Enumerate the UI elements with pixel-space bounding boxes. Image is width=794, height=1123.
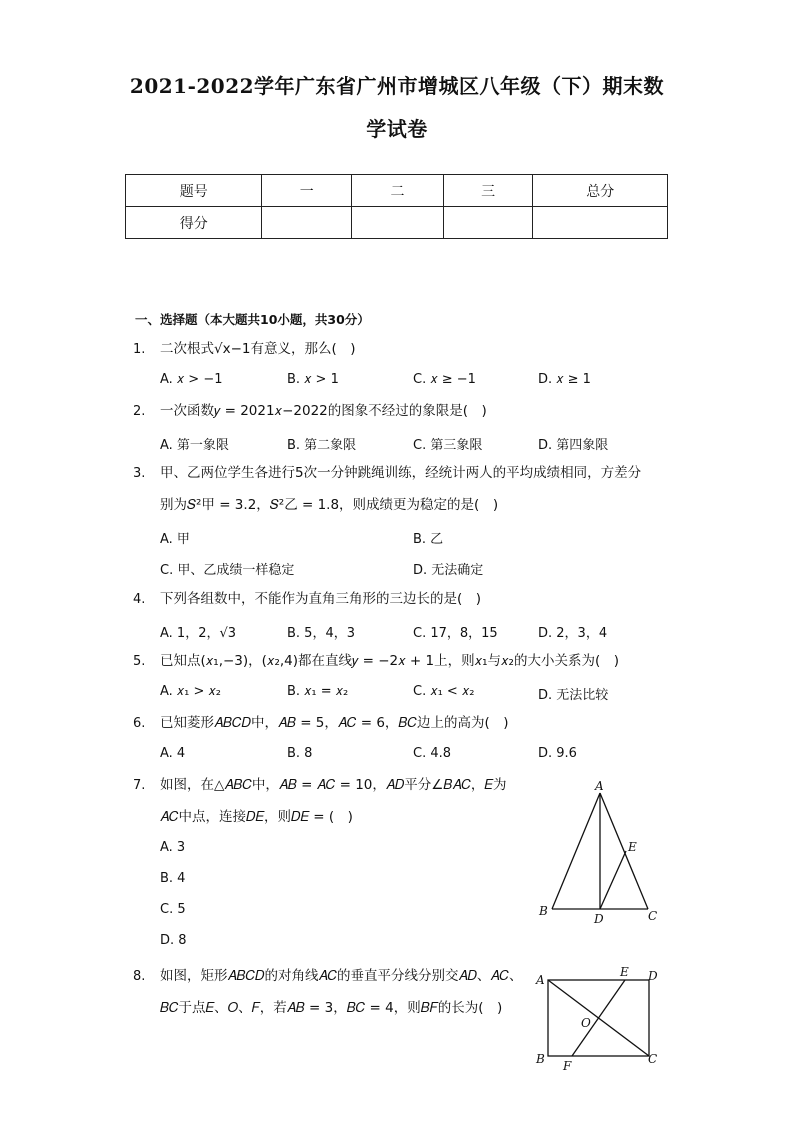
vertex-label-b: B [536,1052,545,1066]
question-stem-line2: 𝐴𝐶中点，连接𝐷𝐸，则𝐷𝐸 = ( ) [160,809,353,825]
question-stem-line2: 别为𝑆²甲 = 3.2，𝑆²乙 = 1.8，则成绩更为稳定的是( ) [160,497,499,513]
option-d: D. 第四象限 [538,438,609,453]
paper-title-line2: 学试卷 [366,117,428,141]
option-d: D. 9.6 [538,746,577,761]
score-row-label: 得分 [126,207,262,239]
option-b: B. 4 [160,871,186,886]
point-label-d: D [594,912,604,926]
vertex-label-d: D [648,969,658,983]
question-number: 8. [133,969,146,984]
option-a: A. 3 [160,840,186,855]
figure-rectangle-abcd [530,963,664,1075]
figure-triangle-abc [535,775,665,930]
score-table-header-row [126,175,668,207]
score-table-score-row [126,207,668,239]
option-c: C. 4.8 [413,746,452,761]
question-stem: 已知点(𝑥₁,−3)，(𝑥₂,4)都在直线𝑦 = −2𝑥 + 1上，则𝑥₁与𝑥₂的大小关系为( ) [160,653,619,669]
score-table [125,174,668,239]
score-header-cell: 总分 [533,175,668,207]
option-a: A. 甲 [160,532,190,547]
option-d: D. 𝑥 ≥ 1 [538,372,591,387]
option-c: C. 𝑥₁ < 𝑥₂ [413,684,475,699]
question-number: 2. [133,404,146,419]
score-cell [533,207,668,239]
question-stem: 下列各组数中，不能作为直角三角形的三边长的是( ) [160,591,482,607]
question-stem-line1: 甲、乙两位学生各进行5次一分钟跳绳训练，经统计两人的平均成绩相同，方差分 [160,465,642,481]
option-d: D. 2，3，4 [538,626,608,641]
question-stem: 一次函数𝑦 = 2021𝑥−2022的图象不经过的象限是( ) [160,403,487,419]
option-a: A. 第一象限 [160,438,229,453]
question-stem-line1: 如图，矩形𝐴𝐵𝐶𝐷的对角线𝐴𝐶的垂直平分线分别交𝐴𝐷、𝐴𝐶、 [160,968,523,984]
question-number: 3. [133,466,146,481]
question-stem-line2: 𝐵𝐶于点𝐸、𝑂、𝐹，若𝐴𝐵 = 3，𝐵𝐶 = 4，则𝐵𝐹的长为( ) [160,1000,503,1016]
option-c: C. 17，8，15 [413,626,498,641]
score-header-cell: 题号 [126,175,262,207]
option-a: A. 𝑥 > −1 [160,372,223,387]
option-b: B. 𝑥 > 1 [287,372,339,387]
option-c: C. 𝑥 ≥ −1 [413,372,476,387]
point-label-o: O [581,1016,591,1030]
option-a: A. 4 [160,746,186,761]
question-stem: 已知菱形𝐴𝐵𝐶𝐷中，𝐴𝐵 = 5，𝐴𝐶 = 6，𝐵𝐶边上的高为( ) [160,715,509,731]
option-d: D. 无法比较 [538,688,609,703]
option-d: D. 8 [160,933,187,948]
option-c: C. 甲、乙成绩一样稳定 [160,563,295,578]
point-label-f: F [563,1059,572,1073]
question-number: 4. [133,592,146,607]
option-b: B. 乙 [413,532,444,547]
score-header-cell: 三 [443,175,533,207]
question-stem: 二次根式√x−1有意义，那么( ) [160,341,356,357]
vertex-label-c: C [648,909,658,923]
paper-title-line1: 2021-2022学年广东省广州市增城区八年级（下）期末数 [129,74,665,98]
vertex-label-a: A [595,779,604,793]
option-b: B. 8 [287,746,313,761]
question-number: 7. [133,778,146,793]
option-a: A. 𝑥₁ > 𝑥₂ [160,684,221,699]
question-stem-line1: 如图，在△𝐴𝐵𝐶中，𝐴𝐵 = 𝐴𝐶 = 10，𝐴𝐷平分∠𝐵𝐴𝐶，𝐸为 [160,777,507,793]
score-header-cell: 一 [262,175,352,207]
vertex-label-b: B [539,904,548,918]
option-b: B. 第二象限 [287,438,357,453]
score-cell [443,207,533,239]
point-label-e: E [620,965,629,979]
question-number: 6. [133,716,146,731]
vertex-label-c: C [648,1052,658,1066]
section-heading: 一、选择题（本大题共10小题，共30分） [135,312,370,327]
score-cell [262,207,352,239]
option-b: B. 𝑥₁ = 𝑥₂ [287,684,349,699]
question-number: 5. [133,654,146,669]
option-a: A. 1，2，√3 [160,626,237,641]
option-b: B. 5，4，3 [287,626,355,641]
question-number: 1. [133,342,146,357]
option-c: C. 5 [160,902,186,917]
option-c: C. 第三象限 [413,438,483,453]
score-header-cell: 二 [352,175,444,207]
option-d: D. 无法确定 [413,563,484,578]
point-label-e: E [628,840,637,854]
score-cell [352,207,444,239]
vertex-label-a: A [536,973,545,987]
